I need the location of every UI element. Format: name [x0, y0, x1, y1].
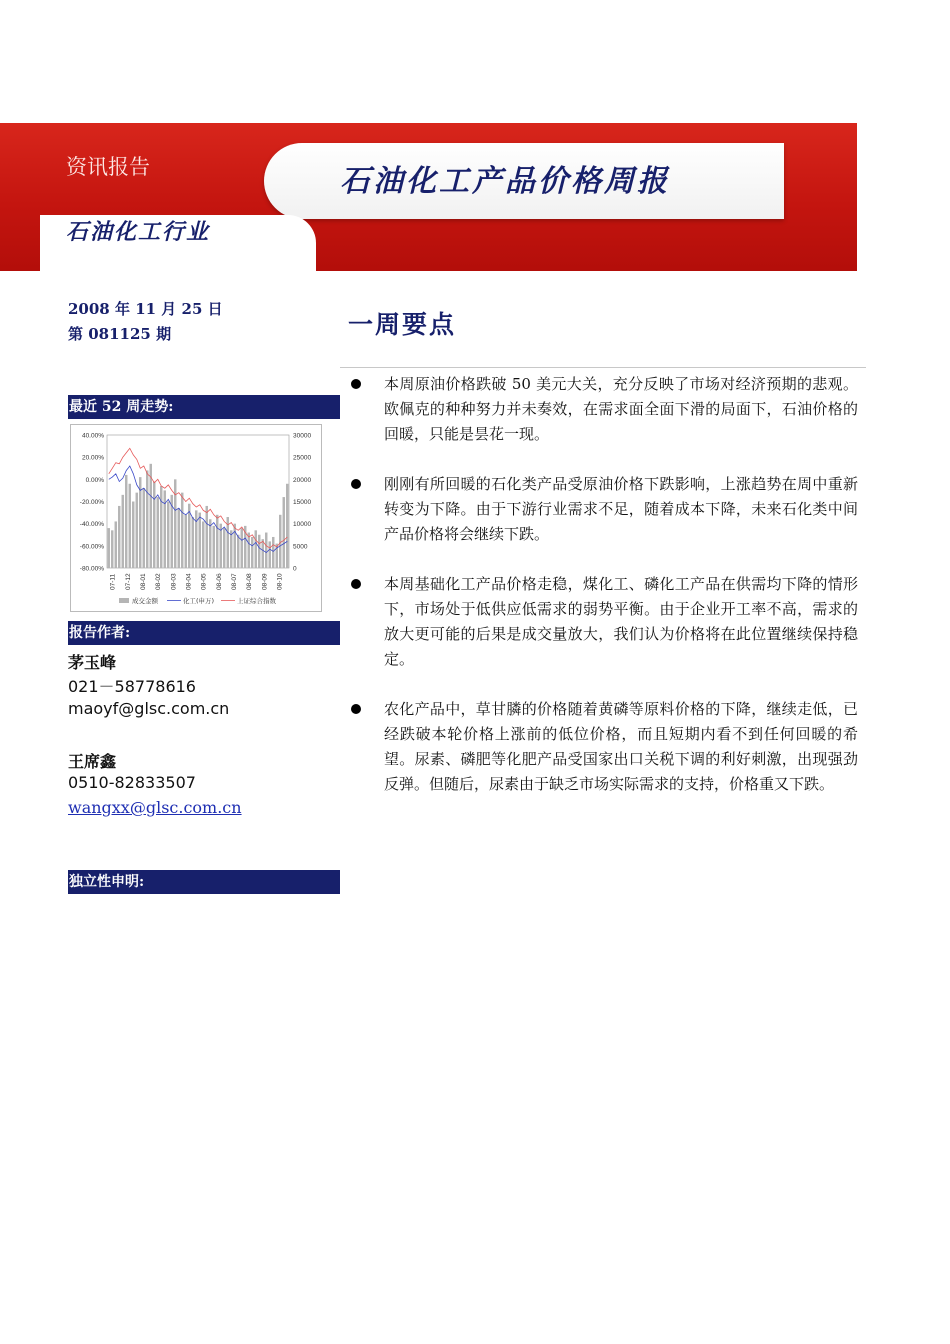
bullet-text: 刚刚有所回暖的石化类产品受原油价格下跌影响，上涨趋势在周中重新转变为下降。由于下游行业需求不足，随着成本下降，未来石化类中间产品价格将会继续下跌。 — [384, 475, 858, 543]
volume-bar — [192, 517, 194, 568]
x-tick-label: 07-12 — [124, 573, 132, 590]
volume-bar — [111, 530, 113, 568]
volume-bar — [122, 495, 124, 568]
x-tick-label: 08-08 — [246, 573, 254, 590]
trend-chart-svg — [71, 425, 321, 611]
volume-bar — [150, 464, 152, 568]
volume-bar — [283, 497, 285, 568]
volume-bar — [230, 530, 232, 568]
author-phone: 0510-82833507 — [68, 773, 196, 792]
legend-volume-swatch — [119, 598, 129, 603]
key-points-list — [348, 372, 858, 822]
y-left-tick-label: 0.00% — [85, 476, 104, 484]
y-left-tick-label: 20.00% — [81, 454, 104, 462]
y-right-tick-label: 25000 — [293, 454, 312, 462]
y-right-tick-label: 15000 — [293, 499, 312, 506]
report-title: 石油化工产品价格周报 — [340, 164, 670, 199]
volume-bar — [199, 513, 201, 568]
volume-bar — [136, 493, 138, 568]
bullet-icon — [351, 579, 361, 589]
bullet-text: 农化产品中，草甘膦的价格随着黄磷等原料价格的下降，继续走低，已经跌破本轮价格上涨前的低位价格，而且短期内看不到任何回暖的希望。尿素、磷肥等化肥产品受国家出口关税下调的利好刺激，出现强劲反弹。但随后，尿素由于缺乏市场实际需求的支持，价格重又下跌。 — [384, 700, 858, 793]
volume-bar — [241, 528, 243, 568]
list-item — [348, 572, 858, 672]
volume-bar — [195, 510, 197, 568]
bullet-text: 本周原油价格跌破 50 美元大关，充分反映了市场对经济预期的悲观。欧佩克的种种努力并未奏效，在需求面全面下滑的局面下，石油价格的回暖，只能是昙花一现。 — [384, 375, 858, 443]
x-tick-label: 08-01 — [139, 573, 147, 590]
independence-section-header: 独立性申明: — [68, 870, 340, 894]
x-tick-label: 08-04 — [185, 573, 193, 590]
y-right-tick-label: 20000 — [293, 476, 312, 484]
y-right-tick-label: 5000 — [293, 543, 308, 551]
volume-bar — [255, 530, 257, 568]
y-left-tick-label: 40.00% — [81, 432, 104, 440]
heading-divider — [340, 367, 866, 368]
volume-bar — [146, 470, 148, 568]
volume-bar — [234, 524, 236, 568]
volume-bar — [157, 497, 159, 568]
list-item — [348, 697, 858, 797]
author-email[interactable]: maoyf@glsc.com.cn — [68, 699, 230, 718]
legend-label: 化工(申万) — [183, 597, 215, 605]
trend-chart — [70, 424, 322, 612]
volume-bar — [286, 484, 288, 568]
volume-bar — [206, 506, 208, 568]
volume-bar — [223, 528, 225, 568]
volume-bar — [178, 508, 180, 568]
volume-bar — [108, 528, 110, 568]
volume-bar — [265, 533, 267, 568]
x-tick-label: 08-09 — [261, 573, 269, 590]
volume-bar — [269, 541, 271, 568]
volume-bar — [132, 502, 134, 569]
y-left-tick-label: -40.00% — [79, 521, 104, 529]
x-tick-label: 08-06 — [215, 573, 223, 590]
section-heading: 一周要点 — [348, 310, 457, 339]
volume-bar — [272, 537, 274, 568]
bullet-icon — [351, 379, 361, 389]
trend-section-header: 最近 52 周走势: — [68, 395, 340, 419]
author-name: 王席鑫 — [68, 752, 117, 771]
volume-bar — [279, 515, 281, 568]
x-tick-label: 08-10 — [276, 573, 284, 590]
volume-bar — [262, 539, 264, 568]
header-banner — [0, 123, 857, 271]
y-right-tick-label: 10000 — [293, 521, 312, 529]
volume-bar — [213, 526, 215, 568]
volume-bar — [251, 537, 253, 568]
y-right-tick-label: 0 — [293, 565, 297, 573]
list-item — [348, 372, 858, 447]
volume-bar — [181, 493, 183, 568]
volume-bar — [258, 535, 260, 568]
volume-bar — [216, 515, 218, 568]
bullet-text: 本周基础化工产品价格走稳，煤化工、磷化工产品在供需均下降的情形下，市场处于低供应低需求的弱势平衡。由于企业开工率不高，需求的放大更可能的后果是成交量放大，我们认为价格将在此位置继续保持稳定。 — [384, 575, 858, 668]
x-tick-label: 08-05 — [200, 573, 208, 590]
author-name: 茅玉峰 — [68, 653, 117, 672]
x-tick-label: 08-02 — [155, 573, 163, 590]
legend-label: 上证综合指数 — [237, 597, 276, 605]
volume-bar — [237, 535, 239, 568]
volume-bar — [160, 486, 162, 568]
volume-bar — [167, 502, 169, 569]
legend-label: 成交金额 — [132, 597, 158, 605]
bullet-icon — [351, 704, 361, 714]
volume-bar — [143, 488, 145, 568]
y-left-tick-label: -20.00% — [79, 499, 104, 506]
y-left-tick-label: -80.00% — [79, 565, 104, 573]
x-tick-label: 08-07 — [230, 573, 238, 590]
report-issue: 第 081125 期 — [68, 325, 172, 343]
author-phone: 021－58778616 — [68, 677, 196, 696]
report-type-tag: 资讯报告 — [66, 155, 150, 179]
volume-bar — [129, 484, 131, 568]
industry-label: 石油化工行业 — [66, 219, 211, 245]
y-right-tick-label: 30000 — [293, 432, 312, 440]
x-tick-label: 07-11 — [109, 573, 117, 590]
report-date: 2008 年 11 月 25 日 — [68, 300, 223, 318]
volume-bar — [248, 533, 250, 568]
volume-bar — [209, 519, 211, 568]
volume-bar — [202, 521, 204, 568]
x-tick-label: 08-03 — [170, 573, 178, 590]
y-left-tick-label: -60.00% — [79, 543, 104, 551]
volume-bar — [115, 521, 117, 568]
bullet-icon — [351, 479, 361, 489]
volume-bar — [185, 515, 187, 568]
volume-bar — [125, 475, 127, 568]
author-section-header: 报告作者: — [68, 621, 340, 645]
volume-bar — [153, 482, 155, 568]
author-email-link[interactable]: wangxx@glsc.com.cn — [68, 798, 242, 817]
volume-bar — [118, 506, 120, 568]
list-item — [348, 472, 858, 547]
volume-bar — [174, 479, 176, 568]
